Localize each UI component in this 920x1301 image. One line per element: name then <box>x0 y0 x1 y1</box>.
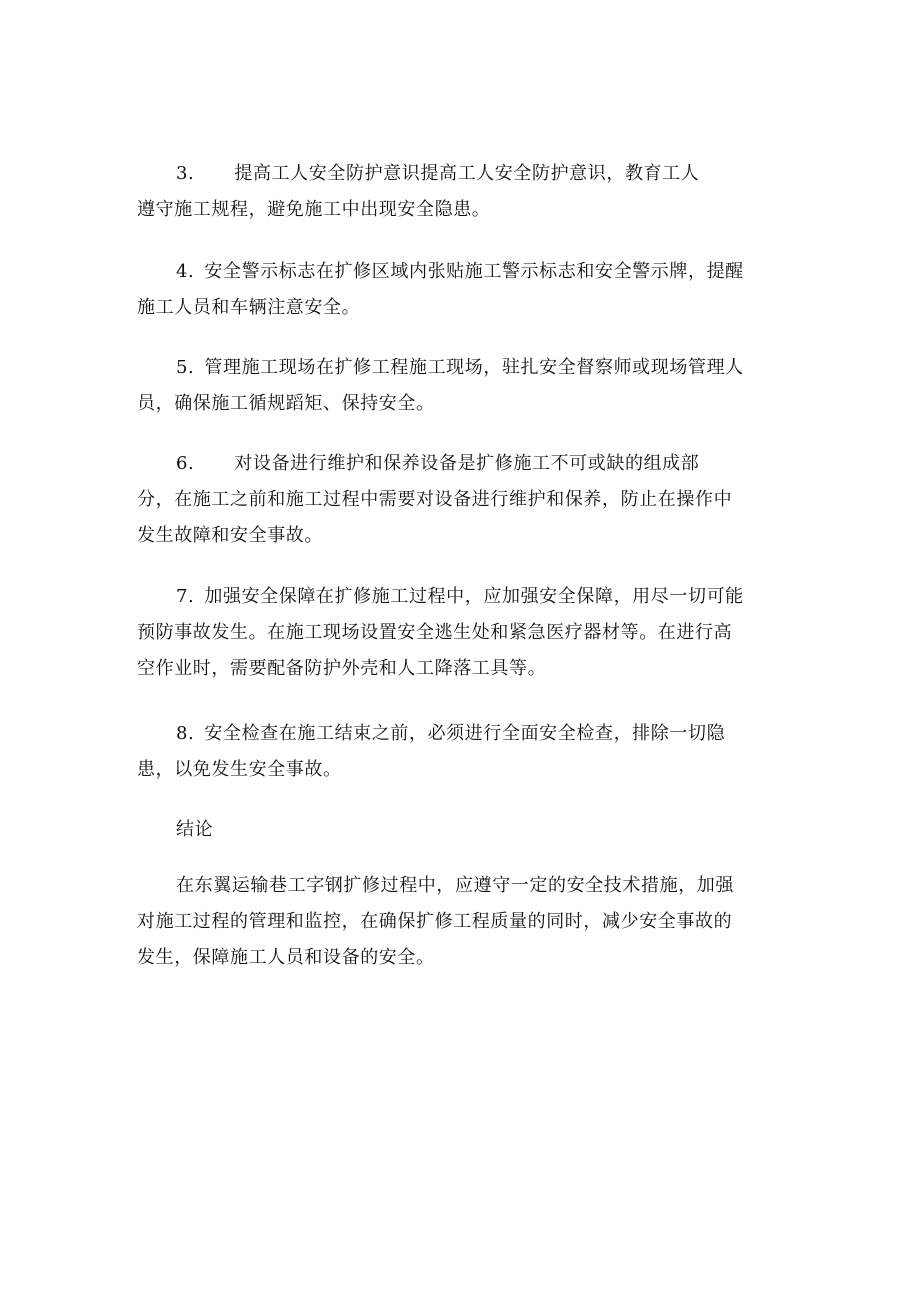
item-text: 提高工人安全防护意识提高工人安全防护意识，教育工人 <box>234 163 700 184</box>
list-item-5 <box>137 350 787 422</box>
conclusion-line-2: 对施工过程的管理和监控，在确保扩修工程质量的同时，减少安全事故的 <box>137 911 733 932</box>
item-number: 3. <box>176 163 195 184</box>
list-item-6 <box>137 446 787 554</box>
item-number: 7. <box>176 586 195 607</box>
item-text: 安全警示标志在扩修区域内张贴施工警示标志和安全警示牌，提醒 <box>204 261 744 282</box>
conclusion-paragraph <box>137 868 787 976</box>
list-item-4-line-1 <box>137 254 787 290</box>
list-item-7 <box>137 579 787 687</box>
item-number: 8. <box>176 723 195 744</box>
conclusion-line-3: 发生，保障施工人员和设备的安全。 <box>137 947 435 968</box>
item-text: 加强安全保障在扩修施工过程中，应加强安全保障，用尽一切可能 <box>204 586 744 607</box>
list-item-6-line-1 <box>137 446 787 482</box>
list-item-4 <box>137 254 787 326</box>
item-number: 6. <box>176 453 195 474</box>
list-item-8-line-1 <box>137 716 787 752</box>
item-text: 管理施工现场在扩修工程施工现场，驻扎安全督察师或现场管理人 <box>204 357 744 378</box>
list-item-8-line-2: 患，以免发生安全事故。 <box>137 759 342 780</box>
list-item-8 <box>137 716 787 788</box>
list-item-4-line-2: 施工人员和车辆注意安全。 <box>137 297 361 318</box>
item-text: 对设备进行维护和保养设备是扩修施工不可或缺的组成部 <box>234 453 700 474</box>
item-number: 5. <box>176 357 195 378</box>
conclusion-line-1: 在东翼运输巷工字钢扩修过程中，应遵守一定的安全技术措施，加强 <box>176 875 734 896</box>
list-item-6-line-3: 发生故障和安全事故。 <box>137 525 323 546</box>
item-text: 安全检查在施工结束之前，必须进行全面安全检查，排除一切隐 <box>204 723 726 744</box>
list-item-6-line-2: 分，在施工之前和施工过程中需要对设备进行维护和保养，防止在操作中 <box>137 489 733 510</box>
list-item-7-line-2: 预防事故发生。在施工现场设置安全逃生处和紧急医疗器材等。在进行高 <box>137 622 733 643</box>
list-item-7-line-1 <box>137 579 787 615</box>
list-item-7-line-3: 空作业时，需要配备防护外壳和人工降落工具等。 <box>137 658 547 679</box>
conclusion-heading-block <box>137 812 787 848</box>
conclusion-heading: 结论 <box>176 819 214 840</box>
list-item-3-line-2: 遵守施工规程，避免施工中出现安全隐患。 <box>137 199 491 220</box>
list-item-3-line-1 <box>137 156 787 192</box>
list-item-3 <box>137 156 787 228</box>
list-item-5-line-2: 员，确保施工循规蹈矩、保持安全。 <box>137 393 435 414</box>
list-item-5-line-1 <box>137 350 787 386</box>
item-number: 4. <box>176 261 195 282</box>
